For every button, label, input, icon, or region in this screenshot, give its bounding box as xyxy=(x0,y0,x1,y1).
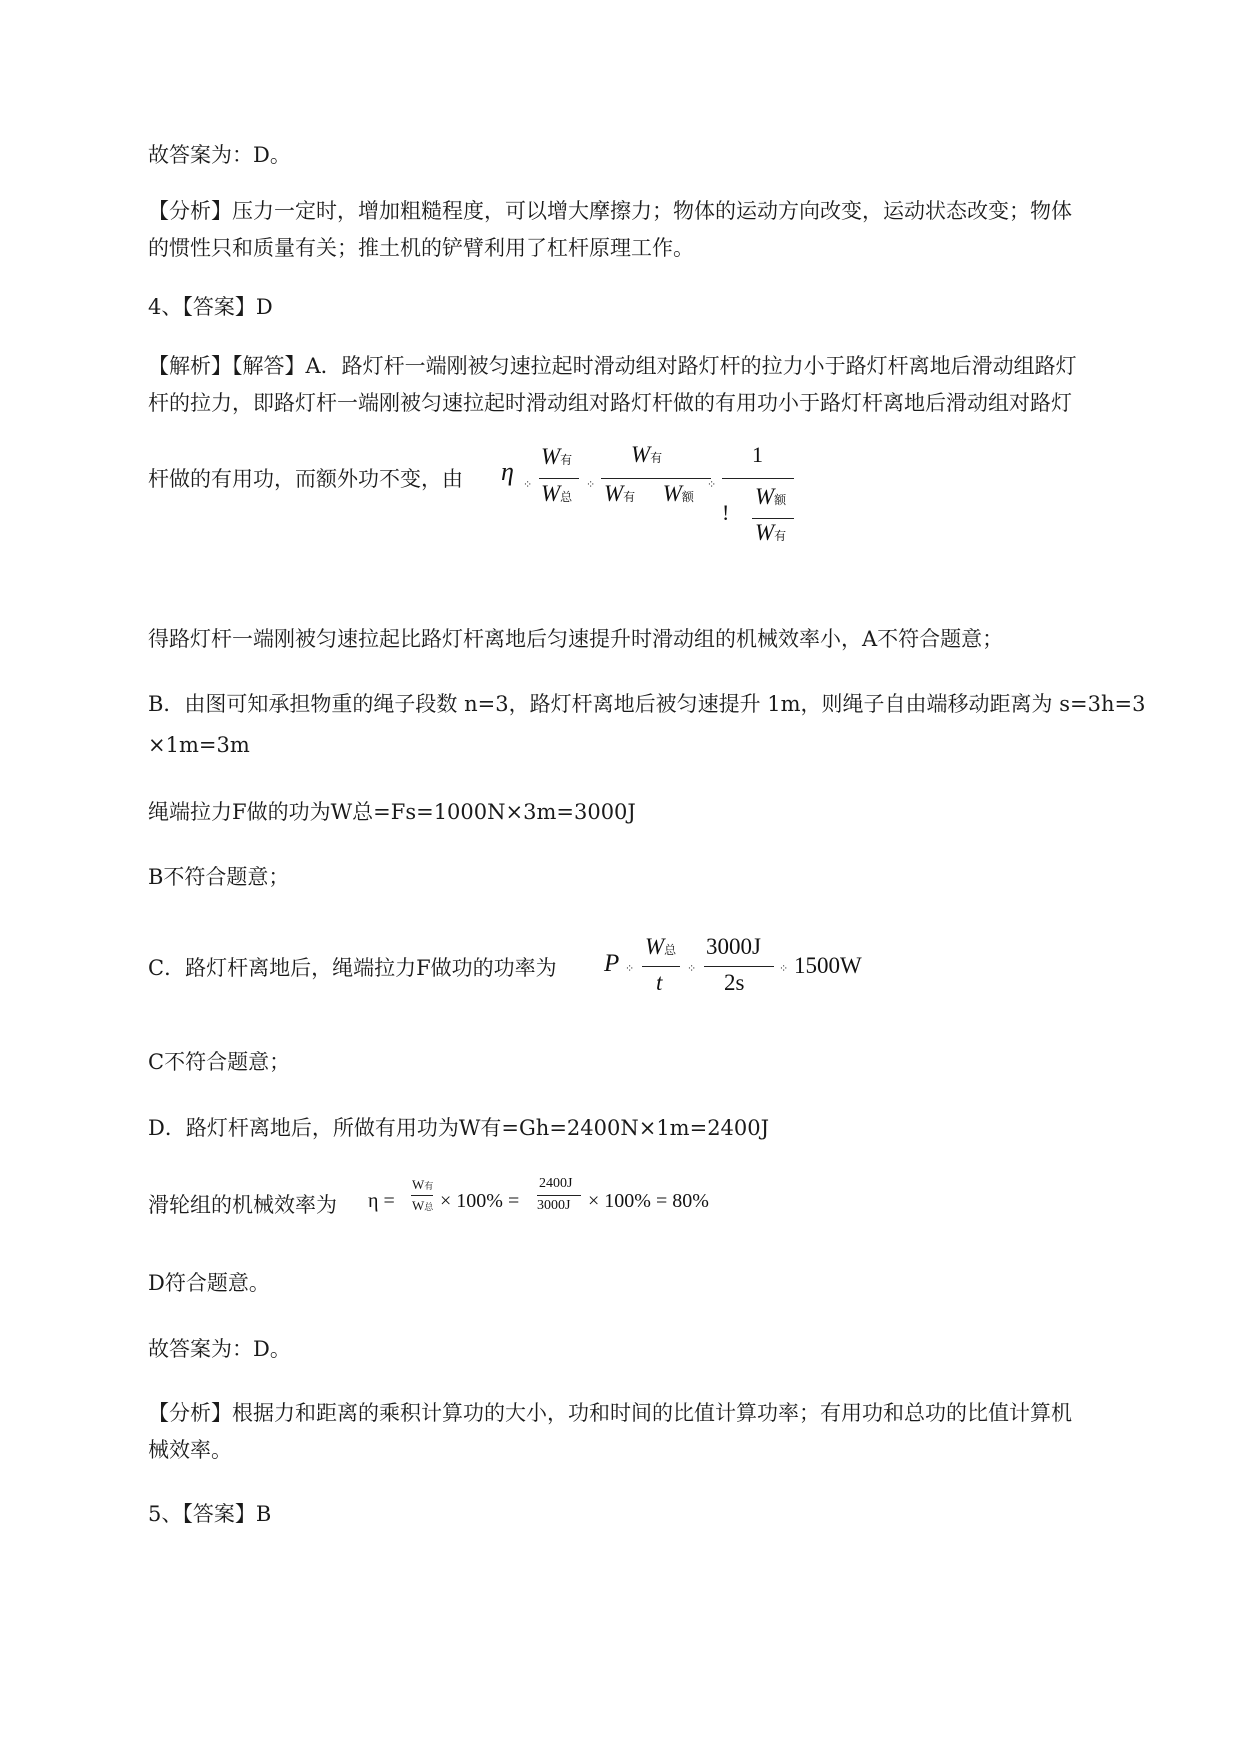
work-calculation: 绳端拉力F做的功为W总=Fs=1000N×3m=3000J xyxy=(148,800,636,824)
fraction-denominator: 3000J xyxy=(537,1198,571,1213)
equals-symbol: ⁘ xyxy=(707,479,717,491)
solution-line-4: 得路灯杆一端刚被匀速拉起比路灯杆离地后匀速提升时滑动组的机械效率小，A不符合题意； xyxy=(148,627,1004,651)
part-b-line-1: B．由图可知承担物重的绳子段数 n=3，路灯杆离地后被匀速提升 1m，则绳子自由端移动距离为 s=3h=3 xyxy=(148,692,1146,716)
part-c-line: C．路灯杆离地后，绳端拉力F做功的功率为 xyxy=(148,956,557,980)
fraction-numerator: W有 xyxy=(541,444,573,469)
question-5-answer: 5、【答案】B xyxy=(148,1502,272,1526)
fraction-denominator: t xyxy=(656,970,663,995)
fraction-numerator: W有 xyxy=(631,442,663,467)
solution-line-1: 【解析】【解答】A．路灯杆一端刚被匀速拉起时滑动组对路灯杆的拉力小于路灯杆离地后滑动组路灯 xyxy=(148,354,1077,378)
analysis-line-2: 械效率。 xyxy=(148,1438,232,1462)
analysis-line-1: 【分析】压力一定时，增加粗糙程度，可以增大摩擦力；物体的运动方向改变，运动状态改变；物体 xyxy=(148,199,1072,223)
times-100: × 100% = xyxy=(440,1190,520,1212)
part-d-line: D．路灯杆离地后，所做有用功为W有=Gh=2400N×1m=2400J xyxy=(148,1116,770,1140)
power-result: 1500W xyxy=(794,953,862,978)
fraction-bar xyxy=(537,1195,581,1196)
equals-symbol: ⁘ xyxy=(523,479,533,491)
answer-line: 故答案为：D。 xyxy=(148,143,291,167)
equals-symbol: ⁘ xyxy=(687,963,697,975)
analysis-line-2: 的惯性只和质量有关；推土机的铲臂利用了杠杆原理工作。 xyxy=(148,236,694,260)
one-symbol: ! xyxy=(722,500,730,525)
efficiency-intro: 滑轮组的机械效率为 xyxy=(148,1193,337,1217)
fraction-bar xyxy=(722,478,794,479)
inner-numerator: W额 xyxy=(755,484,787,509)
fraction-numerator: 2400J xyxy=(539,1176,573,1191)
fraction-bar xyxy=(704,966,774,967)
eta-symbol: η xyxy=(501,457,514,486)
fraction-bar xyxy=(642,966,680,967)
fraction-numerator: 1 xyxy=(752,442,763,467)
solution-line-3: 杆做的有用功，而额外功不变，由 xyxy=(148,467,463,491)
fraction-denominator: W有 W额 xyxy=(604,481,694,506)
power-symbol: P xyxy=(604,950,620,977)
equals-symbol: ⁘ xyxy=(625,963,635,975)
fraction-numerator: W有 xyxy=(412,1177,434,1192)
part-b-conclusion: B不符合题意； xyxy=(148,865,290,889)
equals-symbol: ⁘ xyxy=(586,479,596,491)
fraction-bar xyxy=(539,478,579,479)
fraction-denominator: W总 xyxy=(412,1198,434,1213)
equals-symbol: ⁘ xyxy=(779,963,789,975)
fraction-numerator: 3000J xyxy=(706,934,761,959)
efficiency-result: × 100% = 80% xyxy=(588,1190,709,1212)
question-4-answer: 4、【答案】D xyxy=(148,295,273,319)
analysis-line-1: 【分析】根据力和距离的乘积计算功的大小，功和时间的比值计算功率；有用功和总功的比值计算机 xyxy=(148,1401,1072,1425)
eta-equals: η = xyxy=(368,1190,395,1212)
answer-line: 故答案为：D。 xyxy=(148,1337,291,1361)
inner-denominator: W有 xyxy=(755,520,787,545)
fraction-denominator: 2s xyxy=(724,970,745,995)
part-b-line-2: ×1m=3m xyxy=(148,733,250,757)
fraction-bar xyxy=(411,1195,433,1196)
fraction-bar xyxy=(601,478,711,479)
part-c-conclusion: C不符合题意； xyxy=(148,1050,291,1074)
fraction-denominator: W总 xyxy=(541,481,573,506)
fraction-numerator: W总 xyxy=(645,934,677,959)
solution-line-2: 杆的拉力，即路灯杆一端刚被匀速拉起时滑动组对路灯杆做的有用功小于路灯杆离地后滑动组对路灯 xyxy=(148,391,1072,415)
part-d-conclusion: D符合题意。 xyxy=(148,1271,270,1295)
